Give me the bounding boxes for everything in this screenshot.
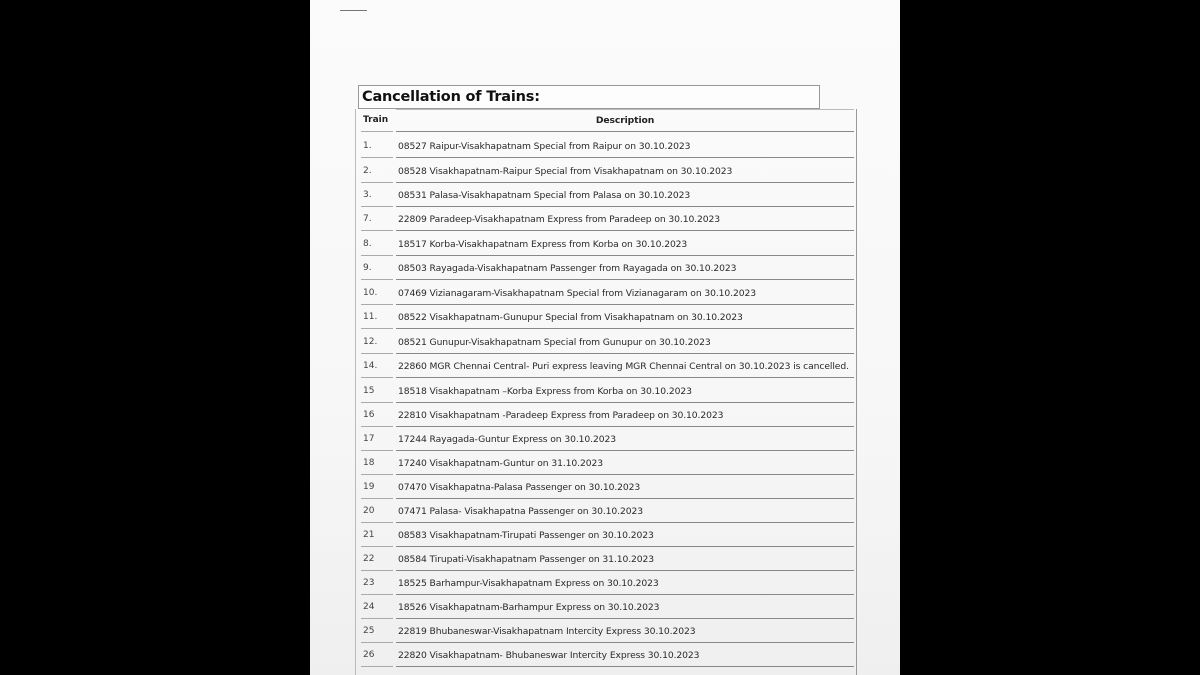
table-row <box>356 333 856 357</box>
divider <box>396 474 854 475</box>
train-description: 08584 Tirupati-Visakhapatnam Passenger on 31.10.2023 <box>398 554 654 565</box>
divider <box>361 426 393 427</box>
train-description: 22809 Paradeep-Visakhapatnam Express from Paradeep on 30.10.2023 <box>398 214 720 225</box>
table-row <box>356 454 856 478</box>
table-row <box>356 622 856 646</box>
train-serial: 20 <box>363 506 375 516</box>
train-serial: 7. <box>363 214 372 224</box>
table-row <box>356 430 856 454</box>
train-serial: 22 <box>363 554 375 564</box>
document-title: Cancellation of Trains: <box>362 89 540 105</box>
cancellation-table <box>355 109 857 675</box>
divider <box>396 402 854 403</box>
train-description: 08527 Raipur-Visakhapatnam Special from Raipur on 30.10.2023 <box>398 141 691 152</box>
table-row <box>356 186 856 210</box>
divider <box>396 230 854 231</box>
divider <box>361 206 393 207</box>
table-row <box>356 162 856 186</box>
divider <box>396 353 854 354</box>
train-description: 08531 Palasa-Visakhapatnam Special from Palasa on 30.10.2023 <box>398 190 691 201</box>
divider <box>396 642 854 643</box>
train-description: 08503 Rayagada-Visakhapatnam Passenger from Rayagada on 30.10.2023 <box>398 263 737 274</box>
train-description: 07470 Visakhapatna-Palasa Passenger on 30.10.2023 <box>398 482 641 493</box>
train-serial: 11. <box>363 312 378 322</box>
divider <box>361 157 393 158</box>
table-header-row <box>356 109 856 135</box>
train-description: 07469 Vizianagaram-Visakhapatnam Special from Vizianagaram on 30.10.2023 <box>398 288 756 299</box>
train-description: 18526 Visakhapatnam-Barhampur Express on 30.10.2023 <box>398 602 660 613</box>
divider <box>396 666 854 667</box>
divider <box>396 328 854 329</box>
table-row <box>356 550 856 574</box>
train-serial: 16 <box>363 410 375 420</box>
train-serial: 17 <box>363 434 375 444</box>
train-serial: 23 <box>363 578 375 588</box>
table-row <box>356 502 856 526</box>
train-serial: 9. <box>363 263 372 273</box>
divider <box>361 450 393 451</box>
table-row <box>356 478 856 502</box>
train-serial: 18 <box>363 458 375 468</box>
divider <box>361 230 393 231</box>
train-description: 18517 Korba-Visakhapatnam Express from Korba on 30.10.2023 <box>398 239 688 250</box>
title-box <box>358 85 820 109</box>
divider <box>361 474 393 475</box>
table-row <box>356 574 856 598</box>
divider <box>361 279 393 280</box>
table-row <box>356 308 856 332</box>
table-row <box>356 235 856 259</box>
table-row <box>356 357 856 381</box>
divider <box>361 522 393 523</box>
divider <box>361 594 393 595</box>
train-description: 22810 Visakhapatnam -Paradeep Express from Paradeep on 30.10.2023 <box>398 410 724 421</box>
divider <box>361 570 393 571</box>
train-serial: 2. <box>363 166 372 176</box>
divider <box>396 618 854 619</box>
table-row <box>356 382 856 406</box>
train-serial: 8. <box>363 239 372 249</box>
train-description: 08583 Visakhapatnam-Tirupati Passenger on 30.10.2023 <box>398 530 654 541</box>
train-serial: 1. <box>363 141 372 151</box>
train-serial: 12. <box>363 337 378 347</box>
divider <box>361 304 393 305</box>
table-row <box>356 210 856 234</box>
table-row <box>356 598 856 622</box>
divider <box>361 498 393 499</box>
divider <box>396 426 854 427</box>
divider <box>396 570 854 571</box>
divider <box>396 206 854 207</box>
divider <box>396 131 854 132</box>
train-description: 07471 Palasa- Visakhapatna Passenger on 30.10.2023 <box>398 506 643 517</box>
header-description: Description <box>595 115 655 126</box>
table-row <box>356 646 856 670</box>
divider <box>396 157 854 158</box>
divider <box>361 255 393 256</box>
divider <box>396 450 854 451</box>
divider <box>361 328 393 329</box>
divider <box>396 304 854 305</box>
train-description: 18518 Visakhapatnam –Korba Express from Korba on 30.10.2023 <box>398 386 692 397</box>
divider <box>361 353 393 354</box>
train-description: 08528 Visakhapatnam-Raipur Special from Visakhapatnam on 30.10.2023 <box>398 166 733 177</box>
train-serial: 10. <box>363 288 378 298</box>
table-row <box>356 406 856 430</box>
train-description: 22860 MGR Chennai Central- Puri express leaving MGR Chennai Central on 30.10.2023 is cancelled. <box>398 361 849 372</box>
divider <box>396 498 854 499</box>
train-description: 22819 Bhubaneswar-Visakhapatnam Intercity Express 30.10.2023 <box>398 626 696 637</box>
divider <box>396 546 854 547</box>
train-serial: 15 <box>363 386 375 396</box>
header-train: Train <box>363 115 389 125</box>
divider <box>361 618 393 619</box>
divider <box>396 109 854 110</box>
divider <box>396 279 854 280</box>
train-serial: 14. <box>363 361 378 371</box>
divider <box>396 377 854 378</box>
train-serial: 3. <box>363 190 372 200</box>
divider <box>361 377 393 378</box>
train-description: 22820 Visakhapatnam- Bhubaneswar Intercity Express 30.10.2023 <box>398 650 700 661</box>
divider <box>361 546 393 547</box>
divider <box>396 255 854 256</box>
train-serial: 21 <box>363 530 375 540</box>
train-description: 17244 Rayagada-Guntur Express on 30.10.2023 <box>398 434 616 445</box>
train-serial: 25 <box>363 626 375 636</box>
divider <box>396 182 854 183</box>
table-row <box>356 526 856 550</box>
train-description: 08521 Gunupur-Visakhapatnam Special from Gunupur on 30.10.2023 <box>398 337 711 348</box>
divider <box>361 402 393 403</box>
train-description: 08522 Visakhapatnam-Gunupur Special from Visakhapatnam on 30.10.2023 <box>398 312 743 323</box>
train-description: 17240 Visakhapatnam-Guntur on 31.10.2023 <box>398 458 603 469</box>
divider <box>361 182 393 183</box>
divider <box>396 594 854 595</box>
pen-mark <box>340 10 367 11</box>
table-row <box>356 137 856 161</box>
train-serial: 19 <box>363 482 375 492</box>
document-page <box>310 0 900 675</box>
table-row <box>356 284 856 308</box>
divider <box>361 131 393 132</box>
train-serial: 24 <box>363 602 375 612</box>
divider <box>361 642 393 643</box>
train-description: 18525 Barhampur-Visakhapatnam Express on 30.10.2023 <box>398 578 659 589</box>
divider <box>361 666 393 667</box>
train-serial: 26 <box>363 650 375 660</box>
table-row <box>356 259 856 283</box>
divider <box>396 522 854 523</box>
